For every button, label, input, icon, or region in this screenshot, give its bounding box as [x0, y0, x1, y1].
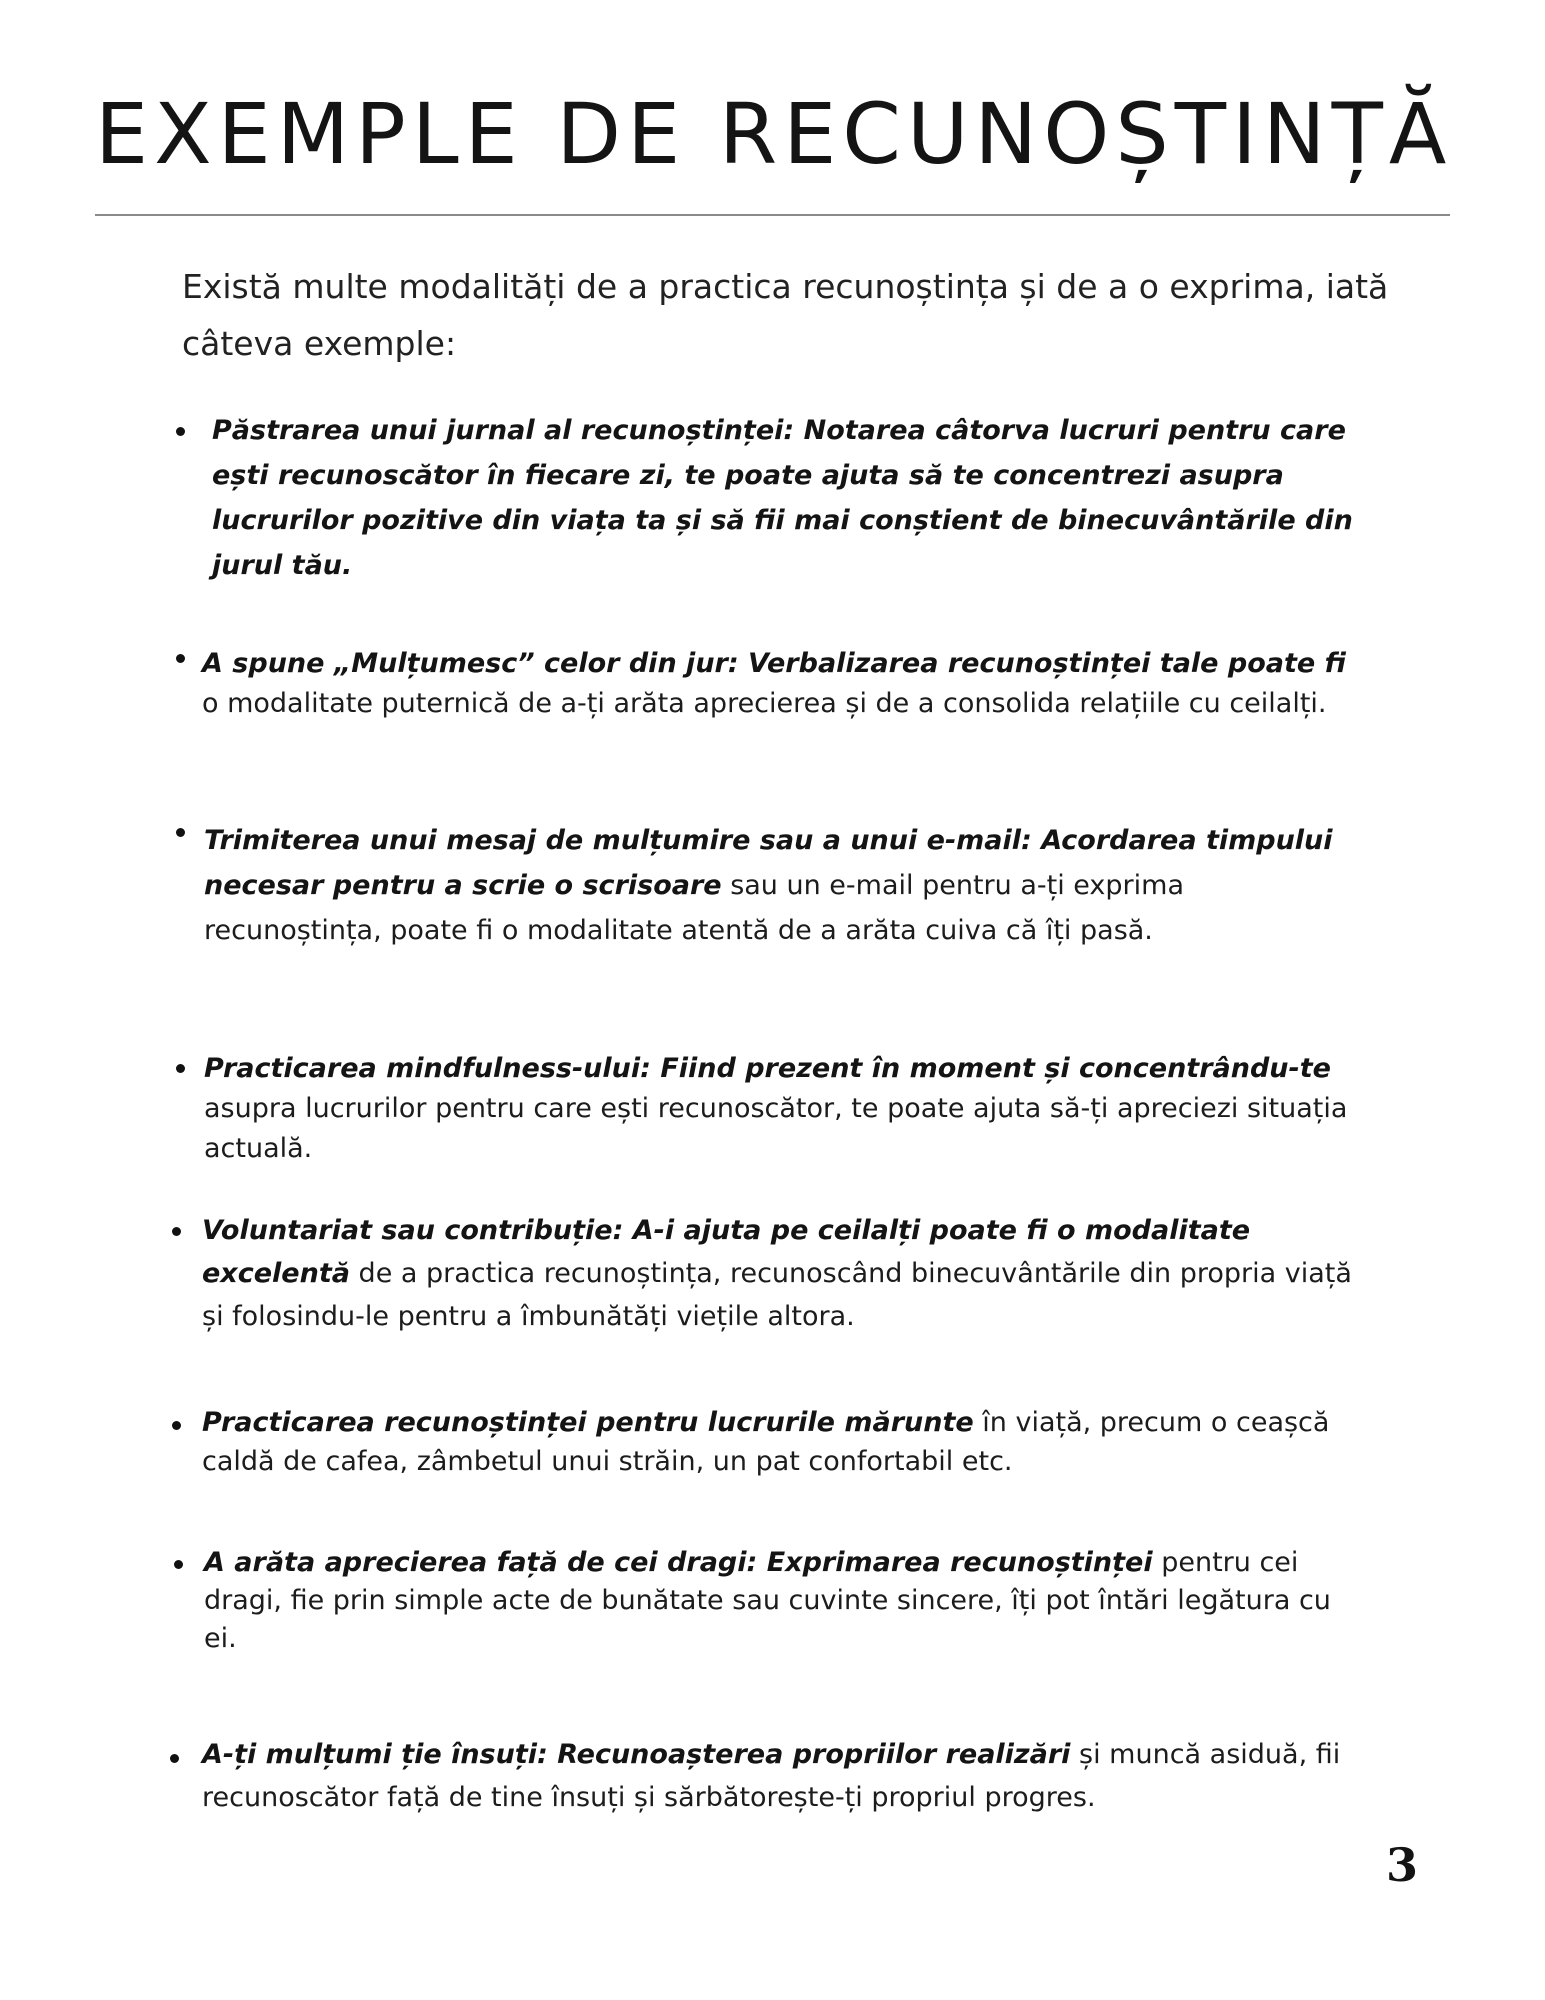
list-item-text: [202, 1733, 1352, 1819]
bullet-icon: [172, 1227, 181, 1236]
list-item-text: [204, 1049, 1364, 1169]
list-item-rest: de a practica recunoștința, recunoscând binecuvântările din propria viață și folosindu-le pentru a îmbunătăți viețile altora.: [202, 1258, 1352, 1332]
intro-paragraph: Există multe modalități de a practica recunoștința și de a o exprima, iată câteva exemple:: [182, 267, 1389, 363]
bullet-icon: [176, 1064, 185, 1073]
list-item-rest: și muncă asiduă, fii recunoscător față de tine însuți și sărbătorește-ți propriul progres.: [202, 1739, 1341, 1813]
list-item-text: [204, 1544, 1354, 1658]
bullet-icon: [174, 1560, 183, 1569]
list-item-text: [212, 408, 1362, 588]
list-item-rest: sau un e-mail pentru a-ți exprima recunoștința, poate fi o modalitate atentă de a arăta cuiva că îți pasă.: [204, 870, 1184, 946]
list-item-text: [202, 1403, 1342, 1481]
page-number: 3: [1385, 1838, 1418, 1892]
bullet-icon: [176, 654, 185, 663]
bullet-icon: [172, 1421, 181, 1430]
list-item-bold: Trimiterea unui mesaj de mulțumire sau a unui e-mail: Acordarea timpului necesar pentru a scrie o scrisoare: [204, 825, 1333, 901]
list-item-text: [202, 1209, 1352, 1338]
list-item-bold: A arăta aprecierea față de cei dragi: Exprimarea recunoștinței: [204, 1547, 1153, 1578]
list-item-rest: o modalitate puternică de a-ți arăta aprecierea și de a consolida relațiile cu ceilalți.: [202, 688, 1327, 719]
bullet-icon: [170, 1754, 179, 1763]
bullet-icon: [176, 427, 185, 436]
page-title: EXEMPLE DE RECUNOȘTINȚĂ: [95, 85, 1453, 183]
list-item-bold: Păstrarea unui jurnal al recunoștinței: Notarea câtorva lucruri pentru care ești recunoscător în fiecare zi, te poate ajuta să te concentrezi asupra lucrurilor pozitive din viața ta și să fii mai conștient de binecuvântările din jurul tău.: [212, 415, 1353, 581]
list-item-text: [202, 644, 1362, 724]
list-item-bold: Practicarea recunoștinței pentru lucrurile mărunte: [202, 1407, 974, 1438]
list-item-text: [204, 818, 1354, 953]
bullet-icon: [176, 828, 185, 837]
list-item-rest: în viață, precum o ceașcă caldă de cafea, zâmbetul unui străin, un pat confortabil etc.: [202, 1407, 1330, 1477]
list-item-bold: Practicarea mindfulness-ului: Fiind prezent în moment și concentrându-te: [204, 1053, 1331, 1084]
list-item-bold: A spune „Mulțumesc” celor din jur: Verbalizarea recunoștinței tale poate fi: [202, 648, 1346, 679]
list-item-bold: A-ți mulțumi ție însuți: Recunoașterea propriilor realizări: [202, 1739, 1071, 1770]
list-item-bold: Voluntariat sau contribuție: A-i ajuta pe ceilalți poate fi o modalitate excelentă: [202, 1215, 1251, 1289]
list-item-rest: pentru cei dragi, fie prin simple acte de bunătate sau cuvinte sincere, îți pot întări legătura cu ei.: [204, 1547, 1331, 1654]
list-item-rest: asupra lucrurilor pentru care ești recunoscător, te poate ajuta să-ți apreciezi situația actuală.: [204, 1093, 1348, 1164]
